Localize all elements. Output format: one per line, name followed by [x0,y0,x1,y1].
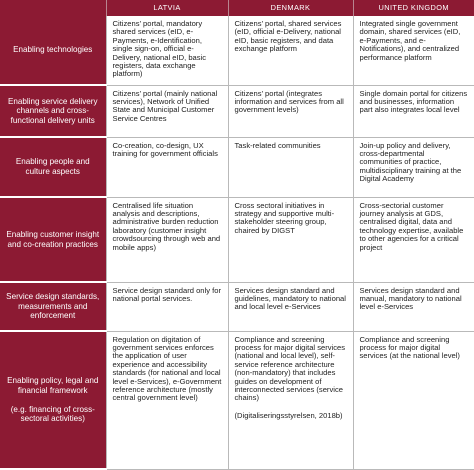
cell-united-kingdom: Integrated single government domain, shared services (eID, e-Payments, and e-Notifications), and centralized performance platform [353,16,474,85]
table-row-people-and-culture [0,137,474,197]
cell-latvia: Citizens’ portal (mainly national services), Network of Unified State and Municipal Customer Service Centres [106,85,228,137]
cell-denmark [228,331,353,469]
table-row-service-delivery-channels [0,85,474,137]
cell-united-kingdom: Services design standard and manual, mandatory to national level e-Services [353,282,474,331]
cell-text: Compliance and screening process for major digital services (national and local level), self-service reference architecture (non-mandatory) that includes guides on development of interconnected services (service chains) [234,334,346,403]
cell-latvia: Service design standard only for national portal services. [106,282,228,331]
column-header-latvia: LATVIA [106,0,228,16]
row-header [0,331,106,469]
table-row-enabling-technologies [0,16,474,85]
cell-latvia: Citizens’ portal, mandatory shared services (eID, e-Payments, e-Identification, single sign-on, official e-Delivery, national eID, basic registers, data exchange platform) [106,16,228,85]
cell-united-kingdom: Join-up policy and delivery, cross-departmental communities of practice, multidisciplinary training at the Digital Academy [353,137,474,197]
table-row-service-design-standards [0,282,474,331]
corner-header-cell [0,0,106,16]
cell-latvia: Co-creation, co-design, UX training for government officials [106,137,228,197]
table-row-customer-insight [0,197,474,282]
cell-united-kingdom: Single domain portal for citizens and businesses, information part also integrates local level [353,85,474,137]
column-header-denmark: DENMARK [228,0,353,16]
cell-denmark: Citizens’ portal, shared services (eID, official e-Delivery, national eID, basic registers, and data exchange platform [228,16,353,85]
cell-denmark: Citizens’ portal (integrates information and services from all government levels) [228,85,353,137]
cell-united-kingdom: Compliance and screening process for major digital services (at the national level) [353,331,474,469]
row-header: Enabling people and culture aspects [0,137,106,197]
row-header: Service design standards, measurements and enforcement [0,282,106,331]
row-header: Enabling service delivery channels and cross-functional delivery units [0,85,106,137]
cell-latvia: Regulation on digitation of government services enforces the application of user experience and accessibility standards (for national and local level e-Services), e-Government reference architecture (mostly central government level) [106,331,228,469]
header-row [0,0,474,16]
cell-denmark: Cross sectoral initiatives in strategy and supportive multi-stakeholder steering group, chaired by DIGST [228,197,353,282]
row-header: Enabling technologies [0,16,106,85]
column-header-united-kingdom: UNITED KINGDOM [353,0,474,16]
cell-denmark: Task-related communities [228,137,353,197]
cell-united-kingdom: Cross-sectorial customer journey analysis at GDS, centralised digital, data and technology expertise, available to other agencies for a critical project [353,197,474,282]
row-header-sublabel: (e.g. financing of cross-sectoral activities) [10,404,95,424]
row-header-label: Enabling policy, legal and financial framework [7,376,99,395]
cell-latvia: Centralised life situation analysis and descriptions, administrative burden reduction laboratory (customer insight crowdsourcing through web and mobile apps) [106,197,228,282]
row-header: Enabling customer insight and co-creation practices [0,197,106,282]
table-row-policy-legal-financial [0,331,474,469]
citation-note: (Digitaliseringsstyrelsen, 2018b) [234,410,343,420]
cell-denmark: Services design standard and guidelines, mandatory to national and local level e-Services [228,282,353,331]
